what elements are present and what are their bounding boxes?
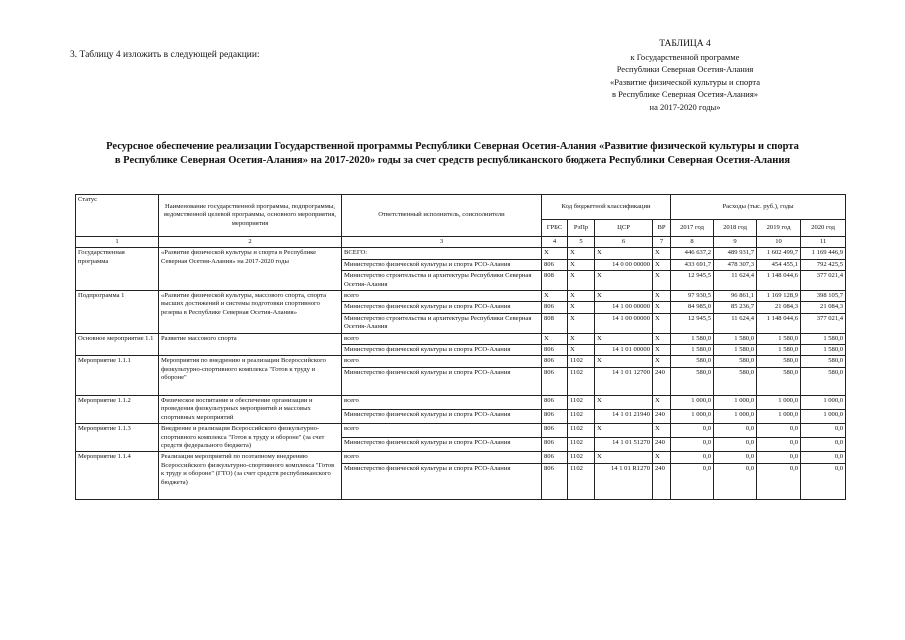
rzpr-cell: X [568,302,595,313]
grbs-cell: 808 [542,313,568,333]
csr-cell: X [595,333,653,344]
table-row [76,356,846,367]
value-2018: 489 931,7 [714,248,757,259]
value-2020: 377 021,4 [801,313,846,333]
value-2019: 1 602 499,7 [757,248,801,259]
value-2020: 792 425,5 [801,259,846,270]
status-cell: Подпрограмма 1 [76,291,159,334]
value-2018: 96 861,1 [714,291,757,302]
vr-cell: X [653,271,671,291]
grbs-cell: 806 [542,409,568,423]
value-2017: 97 930,5 [671,291,714,302]
column-number: 5 [568,237,595,248]
csr-cell: 14 0 00 00000 [595,259,653,270]
appendix-line: на 2017-2020 годы» [649,101,721,112]
vr-cell: 240 [653,409,671,423]
csr-cell: 14 1 01 00000 [595,345,653,356]
grbs-cell: 806 [542,356,568,367]
header-budget-class: Код бюджетной классификации [542,195,671,220]
csr-cell: X [595,452,653,463]
value-2018: 0,0 [714,438,757,452]
rzpr-cell: X [568,313,595,333]
value-2019: 0,0 [757,452,801,463]
vr-cell: 240 [653,438,671,452]
vr-cell: 240 [653,463,671,499]
csr-cell: X [595,424,653,438]
grbs-cell: 806 [542,302,568,313]
value-2018: 0,0 [714,463,757,499]
grbs-cell: 806 [542,367,568,395]
intro-text: 3. Таблицу 4 изложить в следующей редакции: [70,50,260,60]
value-2018: 1 580,0 [714,345,757,356]
rzpr-cell: 1102 [568,367,595,395]
header-csr: ЦСР [595,220,653,237]
column-number: 4 [542,237,568,248]
header-vr: ВР [653,220,671,237]
vr-cell: X [653,452,671,463]
appendix-line: в Республике Северная Осетия-Алания» [611,89,758,99]
value-2018: 1 000,0 [714,409,757,423]
rzpr-cell: 1102 [568,424,595,438]
value-2019: 1 169 128,9 [757,291,801,302]
value-2017: 433 691,7 [671,259,714,270]
grbs-cell: 808 [542,271,568,291]
value-2018: 0,0 [714,424,757,438]
value-2019: 0,0 [757,438,801,452]
header-grbs: ГРБС [542,220,568,237]
table-row [76,248,846,259]
value-2019: 580,0 [757,356,801,367]
header-expenses: Расходы (тыс. руб.), годы [671,195,846,220]
csr-cell: 14 1 01 R1270 [595,463,653,499]
rzpr-cell: 1102 [568,438,595,452]
grbs-cell: 806 [542,424,568,438]
executor-cell: Министерство физической культуры и спорта РСО-Алания [342,409,542,423]
resource-table [75,194,846,500]
value-2017: 1 000,0 [671,395,714,409]
rzpr-cell: X [568,259,595,270]
value-2020: 398 105,7 [801,291,846,302]
column-number: 8 [671,237,714,248]
table-row [76,291,846,302]
value-2020: 1 000,0 [801,409,846,423]
value-2017: 0,0 [671,438,714,452]
header-name: Наименование государственной программы, подпрограммы, ведомственной целевой программы, основного мероприятия, мероприятия [159,195,342,237]
value-2020: 580,0 [801,356,846,367]
name-cell: «Развитие физической культуры и спорта в Республике Северная Осетия-Алания» на 2017-2020 годы [159,248,342,291]
value-2018: 1 580,0 [714,333,757,344]
executor-cell: Министерство строительства и архитектуры Республики Северная Осетия-Алания [342,271,542,291]
table-row [76,395,846,409]
appendix-title: ТАБЛИЦА 4 [659,39,711,49]
value-2019: 1 148 044,6 [757,313,801,333]
value-2017: 446 637,2 [671,248,714,259]
value-2017: 0,0 [671,463,714,499]
name-cell: Реализация мероприятий по поэтапному внедрению Всероссийского физкультурно-спортивного комплекса "Готов к труду и обороне" (ГТО) (за счет средств республиканского бюджета) [159,452,342,499]
rzpr-cell: X [568,333,595,344]
appendix-line: Республики Северная Осетия-Алания [616,64,754,74]
value-2018: 0,0 [714,452,757,463]
value-2020: 377 021,4 [801,271,846,291]
column-number: 9 [714,237,757,248]
csr-cell: 14 1 01 21940 [595,409,653,423]
value-2020: 1 580,0 [801,345,846,356]
vr-cell: X [653,424,671,438]
name-cell: Развитие массового спорта [159,333,342,356]
value-2020: 0,0 [801,424,846,438]
table-row [76,424,846,438]
rzpr-cell: 1102 [568,452,595,463]
value-2017: 0,0 [671,424,714,438]
rzpr-cell: 1102 [568,409,595,423]
executor-cell: Министерство физической культуры и спорта РСО-Алания [342,438,542,452]
appendix-line: «Развитие физической культуры и спорта [609,76,761,87]
csr-cell: X [595,248,653,259]
value-2018: 1 000,0 [714,395,757,409]
rzpr-cell: X [568,271,595,291]
vr-cell: X [653,333,671,344]
value-2017: 12 945,5 [671,313,714,333]
executor-cell: Министерство физической культуры и спорта РСО-Алания [342,259,542,270]
grbs-cell: X [542,333,568,344]
name-cell: Внедрение и реализация Всероссийского физкультурно-спортивного комплекса "Готов к труду и обороне" (за счет средств федерального бюджета) [159,424,342,452]
column-number: 10 [757,237,801,248]
header-2018: 2018 год [714,220,757,237]
column-number: 3 [342,237,542,248]
value-2018: 11 624,4 [714,271,757,291]
vr-cell: X [653,259,671,270]
value-2019: 1 148 044,6 [757,271,801,291]
csr-cell: X [595,271,653,291]
executor-cell: всего [342,424,542,438]
value-2019: 1 580,0 [757,333,801,344]
vr-cell: 240 [653,367,671,395]
value-2020: 0,0 [801,463,846,499]
csr-cell: 14 1 00 00000 [595,302,653,313]
csr-cell: 14 1 01 12700 [595,367,653,395]
name-cell: Физическое воспитание и обеспечение организации и проведения физкультурных мероприятий и массовых спортивных мероприятий [159,395,342,423]
executor-cell: ВСЕГО: [342,248,542,259]
value-2019: 1 000,0 [757,395,801,409]
value-2017: 84 985,0 [671,302,714,313]
value-2018: 11 624,4 [714,313,757,333]
value-2017: 1 580,0 [671,345,714,356]
csr-cell: 14 1 01 51270 [595,438,653,452]
executor-cell: всего [342,356,542,367]
executor-cell: Министерство физической культуры и спорта РСО-Алания [342,302,542,313]
value-2017: 580,0 [671,367,714,395]
value-2017: 580,0 [671,356,714,367]
executor-cell: всего [342,395,542,409]
value-2020: 1 000,0 [801,395,846,409]
value-2017: 1 000,0 [671,409,714,423]
vr-cell: X [653,248,671,259]
grbs-cell: 806 [542,463,568,499]
rzpr-cell: 1102 [568,356,595,367]
column-number: 6 [595,237,653,248]
status-cell: Мероприятие 1.1.1 [76,356,159,395]
executor-cell: Министерство физической культуры и спорта РСО-Алания [342,345,542,356]
value-2019: 454 455,1 [757,259,801,270]
csr-cell: X [595,291,653,302]
executor-cell: всего [342,452,542,463]
rzpr-cell: X [568,248,595,259]
grbs-cell: 806 [542,452,568,463]
value-2018: 580,0 [714,367,757,395]
csr-cell: X [595,356,653,367]
header-status: Статус [76,195,159,237]
value-2020: 1 580,0 [801,333,846,344]
status-cell: Мероприятие 1.1.4 [76,452,159,499]
value-2019: 0,0 [757,424,801,438]
status-cell: Мероприятие 1.1.3 [76,424,159,452]
value-2017: 0,0 [671,452,714,463]
heading-line-1: Ресурсное обеспечение реализации Государственной программы Республики Северная Осетия-Алания «Развитие физической культуры и спорта [106,141,799,152]
header-executor: Ответственный исполнитель, соисполнители [342,195,542,237]
table-row [76,333,846,344]
grbs-cell: 806 [542,345,568,356]
grbs-cell: 806 [542,395,568,409]
value-2019: 21 084,3 [757,302,801,313]
value-2019: 580,0 [757,367,801,395]
grbs-cell: 806 [542,259,568,270]
document-heading [60,140,845,168]
name-cell: Мероприятия по внедрению и реализации Всероссийского физкультурно-спортивного комплекса "Готов к труду и обороне" [159,356,342,395]
column-number: 2 [159,237,342,248]
status-cell: Мероприятие 1.1.2 [76,395,159,423]
executor-cell: всего [342,333,542,344]
vr-cell: X [653,395,671,409]
appendix-line: к Государственной программе [630,51,740,62]
column-number: 1 [76,237,159,248]
header-2019: 2019 год [757,220,801,237]
value-2018: 478 307,3 [714,259,757,270]
vr-cell: X [653,356,671,367]
value-2020: 0,0 [801,452,846,463]
vr-cell: X [653,345,671,356]
executor-cell: Министерство физической культуры и спорта РСО-Алания [342,463,542,499]
vr-cell: X [653,302,671,313]
name-cell: «Развитие физической культуры, массового спорта, спорта высших достижений и системы подготовки спортивного резерва в Республике Северная Осетия-Алания» [159,291,342,334]
rzpr-cell: 1102 [568,395,595,409]
header-rzpr: РзПр [568,220,595,237]
value-2018: 580,0 [714,356,757,367]
rzpr-cell: X [568,291,595,302]
value-2017: 12 945,5 [671,271,714,291]
table-row [76,452,846,463]
column-number-row [76,237,846,248]
appendix-block [560,38,810,113]
value-2020: 1 169 446,9 [801,248,846,259]
status-cell: Основное мероприятие 1.1 [76,333,159,356]
vr-cell: X [653,291,671,302]
header-2020: 2020 год [801,220,846,237]
vr-cell: X [653,313,671,333]
grbs-cell: X [542,291,568,302]
header-2017: 2017 год [671,220,714,237]
value-2019: 1 580,0 [757,345,801,356]
value-2020: 0,0 [801,438,846,452]
grbs-cell: X [542,248,568,259]
column-number: 11 [801,237,846,248]
grbs-cell: 806 [542,438,568,452]
column-number: 7 [653,237,671,248]
executor-cell: Министерство строительства и архитектуры Республики Северная Осетия-Алания [342,313,542,333]
heading-line-2: в Республике Северная Осетия-Алания» на 2017-2020» годы за счет средств республиканского бюджета Республики Северная Осетия-Алания [114,155,791,166]
rzpr-cell: 1102 [568,463,595,499]
value-2019: 0,0 [757,463,801,499]
executor-cell: Министерство физической культуры и спорта РСО-Алания [342,367,542,395]
executor-cell: всего [342,291,542,302]
value-2020: 21 084,3 [801,302,846,313]
value-2018: 85 236,7 [714,302,757,313]
csr-cell: X [595,395,653,409]
value-2019: 1 000,0 [757,409,801,423]
csr-cell: 14 1 00 00000 [595,313,653,333]
value-2017: 1 580,0 [671,333,714,344]
rzpr-cell: X [568,345,595,356]
status-cell: Государственная программа [76,248,159,291]
value-2020: 580,0 [801,367,846,395]
